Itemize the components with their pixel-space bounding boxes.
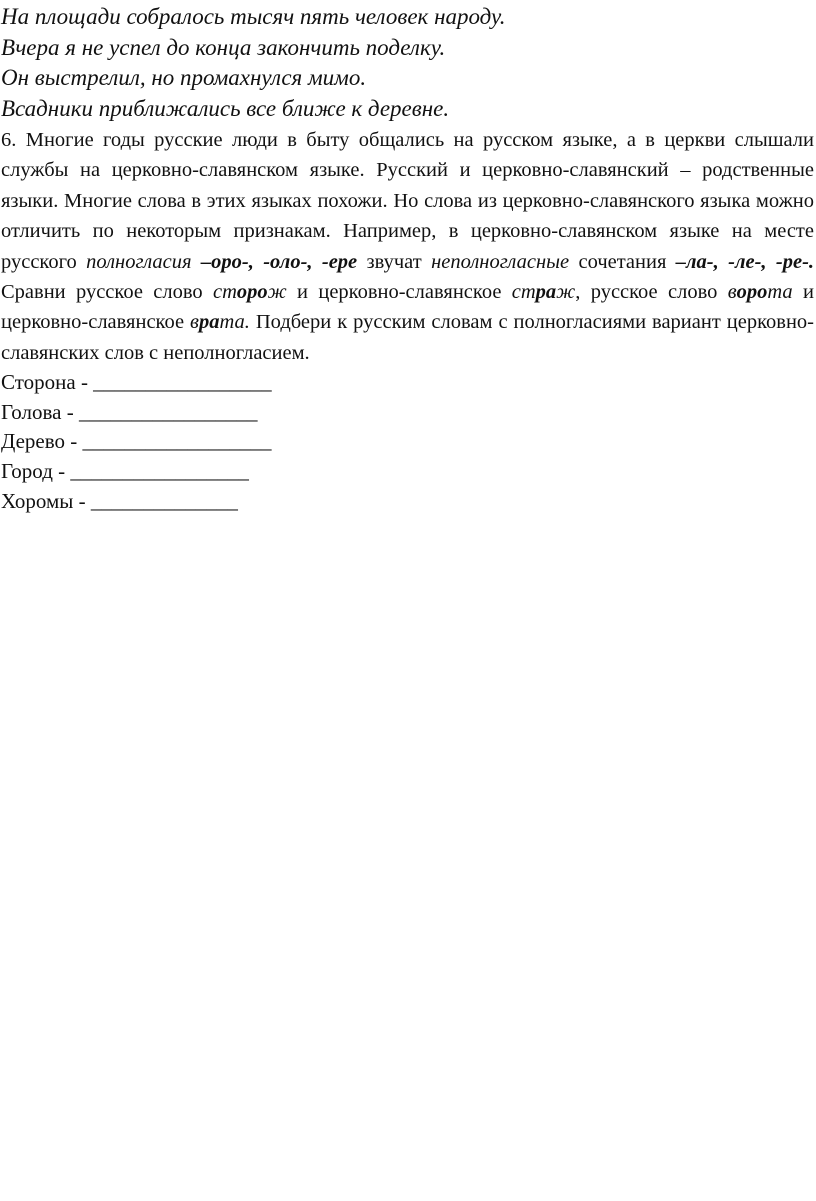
task-text-6: , русское слово xyxy=(575,281,728,304)
task-text-1: 6. Многие годы русские люди в быту общались на русском языке, а в церкви слышали службы на церковно-славянском языке. Русский и церковно-славянский – родственные языки. Многие слова в этих языках похожи. Но слова из церковно-славянского языка можно отличить по некоторым признакам. Например, в церковно-славянском языке на месте русского xyxy=(1,129,814,273)
term-full-vowel: полногласия xyxy=(86,250,192,273)
example-word-vorota: ворота xyxy=(727,281,793,304)
exercise-line-khoromy[interactable]: Хоромы - ______________ xyxy=(1,488,238,513)
full-vowel-combos: –оро-, -оло-, -ере xyxy=(200,250,358,273)
exercise-line-gorod[interactable]: Город - _________________ xyxy=(1,459,249,484)
task-text-4: Сравни русское слово xyxy=(1,281,213,304)
task-text-3: сочетания xyxy=(569,250,676,273)
example-word-strazh: страж xyxy=(511,281,576,304)
sentence-4: Всадники приближались все ближе к деревне. xyxy=(1,95,450,121)
task-text-5: и церковно-славянское xyxy=(286,281,512,304)
partial-vowel-combos: –ла-, -ле-, -ре-. xyxy=(675,250,815,273)
exercise-line-golova[interactable]: Голова - _________________ xyxy=(1,399,258,424)
sentence-3: Он выстрелил, но промахнулся мимо. xyxy=(1,65,367,90)
exercise-line-storona[interactable]: Сторона - _________________ xyxy=(1,370,272,395)
term-partial-vowel: неполногласные xyxy=(431,250,570,273)
sentence-2: Вчера я не успел до конца закончить поделку. xyxy=(1,34,446,60)
task-text-8: Подбери к русским словам с полногласиями вариант церковно-славянских слов с неполногласием. xyxy=(1,311,814,364)
task-6-paragraph xyxy=(1,125,814,368)
example-word-vrata: врата. xyxy=(190,311,250,334)
sentence-1: На площади собралось тысяч пять человек народу. xyxy=(1,4,506,29)
task-text-2: звучат xyxy=(357,250,432,273)
example-word-storozh: сторож xyxy=(212,281,287,304)
exercise-line-derevo[interactable]: Дерево - __________________ xyxy=(1,429,272,454)
task-text-7: и церковно-славянское xyxy=(1,281,814,334)
